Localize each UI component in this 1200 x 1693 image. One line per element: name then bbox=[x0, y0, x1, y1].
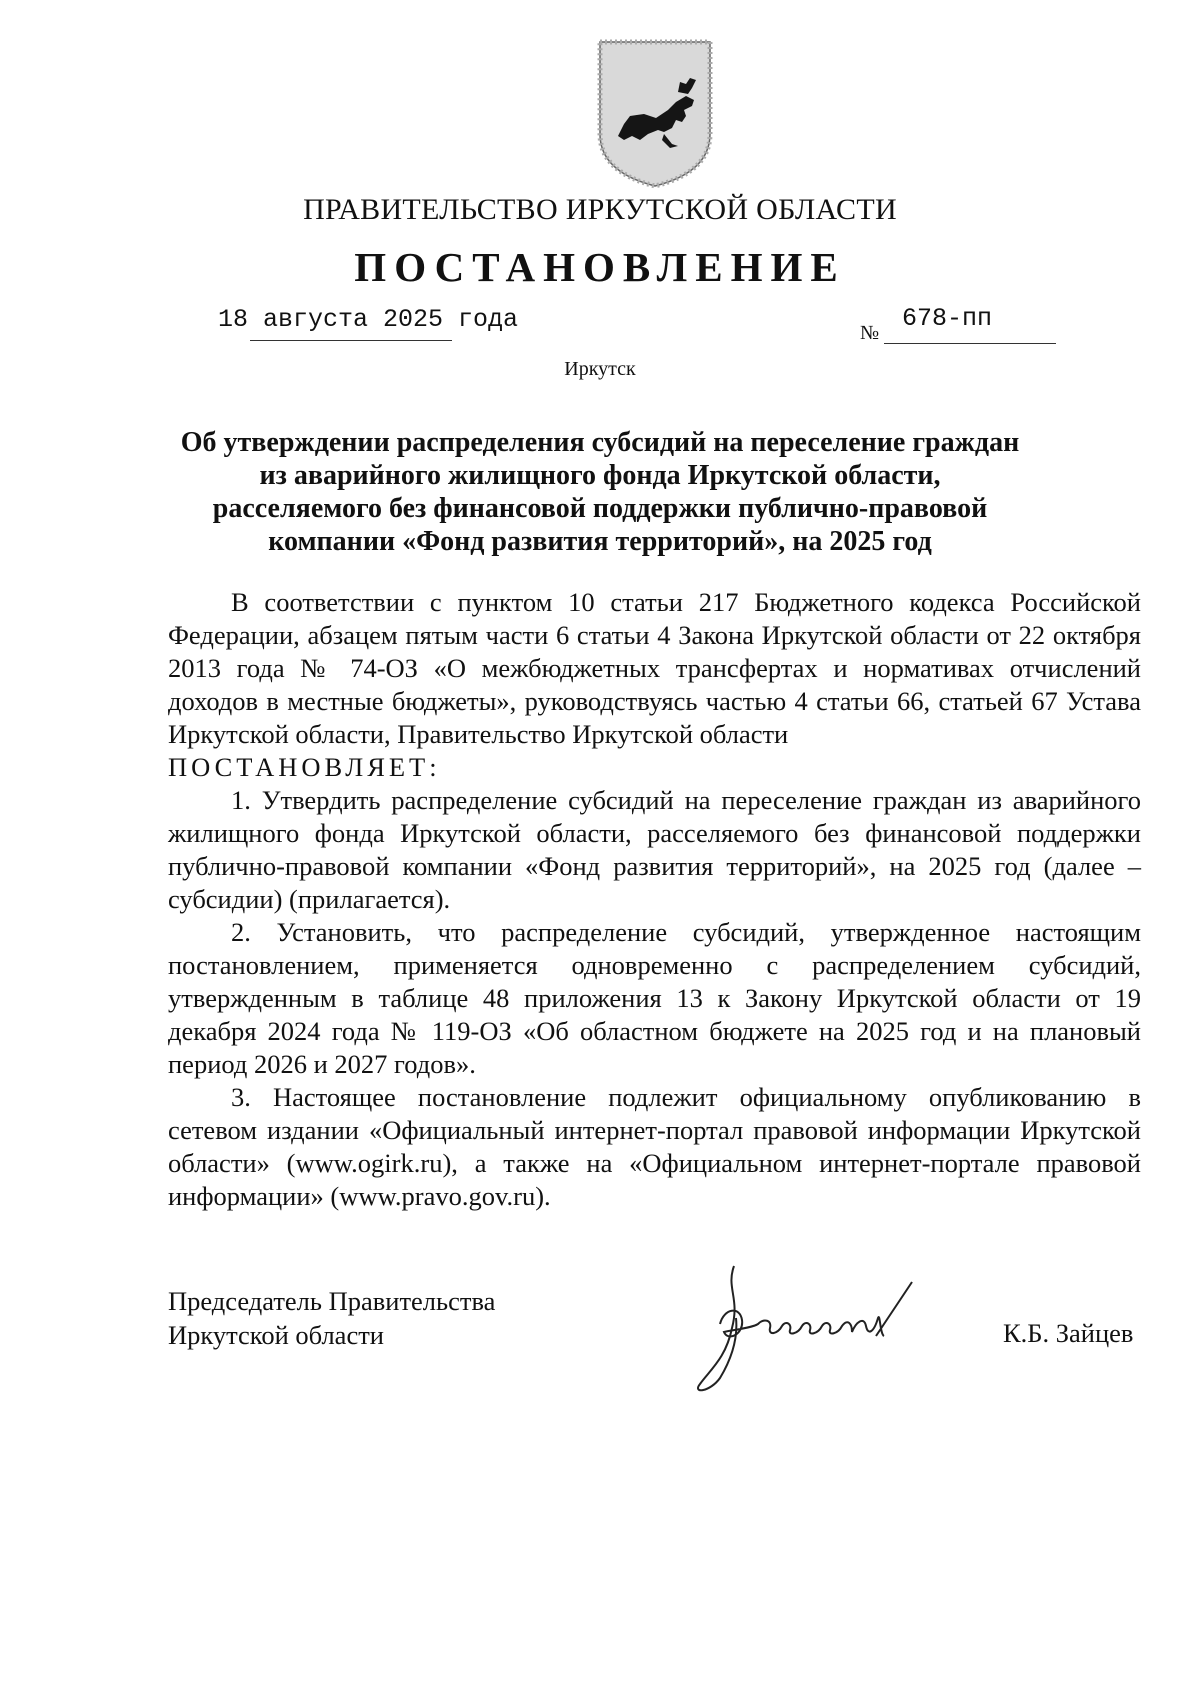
document-date: 18 августа 2025 года bbox=[218, 305, 519, 334]
coat-of-arms-icon bbox=[594, 36, 716, 190]
position-line-1: Председатель Правительства bbox=[168, 1286, 496, 1316]
item-paragraph-3: 3. Настоящее постановление подлежит официальному опубликованию в сетевом издании «Официальный интернет-портал правовой информации Иркутской области» (www.ogirk.ru), а также на «Официальном интернет-портале правовой информации» (www.pravo.gov.ru). bbox=[168, 1082, 1141, 1211]
document-title: Об утверждении распределения субсидий на переселение граждан из аварийного жилищного фонда Иркутской области, расселяемого без финансовой поддержки публично-правовой компании «Фонд развития территорий», на 2025 год bbox=[180, 427, 1020, 557]
resolves-line: ПОСТАНОВЛЯЕТ: bbox=[168, 752, 441, 782]
item-paragraph-2: 2. Установить, что распределение субсидий, утвержденное настоящим постановлением, применяется одновременно с распределением субсидий, утвержденным в таблице 48 приложения 13 к Закону Иркутской области от 19 декабря 2024 года № 119-ОЗ «Об областном бюджете на 2025 год и на плановый период 2026 и 2027 годов». bbox=[168, 917, 1141, 1079]
document-body bbox=[168, 586, 1141, 1213]
signatory-name: К.Б. Зайцев bbox=[1003, 1318, 1134, 1348]
city: Иркутск bbox=[564, 358, 636, 380]
number-sign: № bbox=[860, 322, 880, 344]
preamble-paragraph: В соответствии с пунктом 10 статьи 217 Бюджетного кодекса Российской Федерации, абзацем пятым части 6 статьи 4 Закона Иркутской области от 22 октября 2013 года № 74-ОЗ «О межбюджетных трансфертах и нормативах отчислений доходов в местные бюджеты», руководствуясь частью 4 статьи 66, статьей 67 Устава Иркутской области, Правительство Иркутской области bbox=[168, 587, 1141, 749]
document-type: ПОСТАНОВЛЕНИЕ bbox=[354, 244, 846, 290]
position-line-2: Иркутской области bbox=[168, 1320, 384, 1350]
organization-name: ПРАВИТЕЛЬСТВО ИРКУТСКОЙ ОБЛАСТИ bbox=[303, 193, 897, 226]
number-underline bbox=[884, 343, 1056, 344]
document-number: 678-пп bbox=[902, 304, 993, 333]
date-underline bbox=[250, 340, 452, 341]
signature-icon bbox=[680, 1258, 980, 1398]
signatory-position bbox=[168, 1284, 495, 1352]
item-paragraph-1: 1. Утвердить распределение субсидий на переселение граждан из аварийного жилищного фонда Иркутской области, расселяемого без финансовой поддержки публично-правовой компании «Фонд развития территорий», на 2025 год (далее – субсидии) (прилагается). bbox=[168, 785, 1141, 914]
